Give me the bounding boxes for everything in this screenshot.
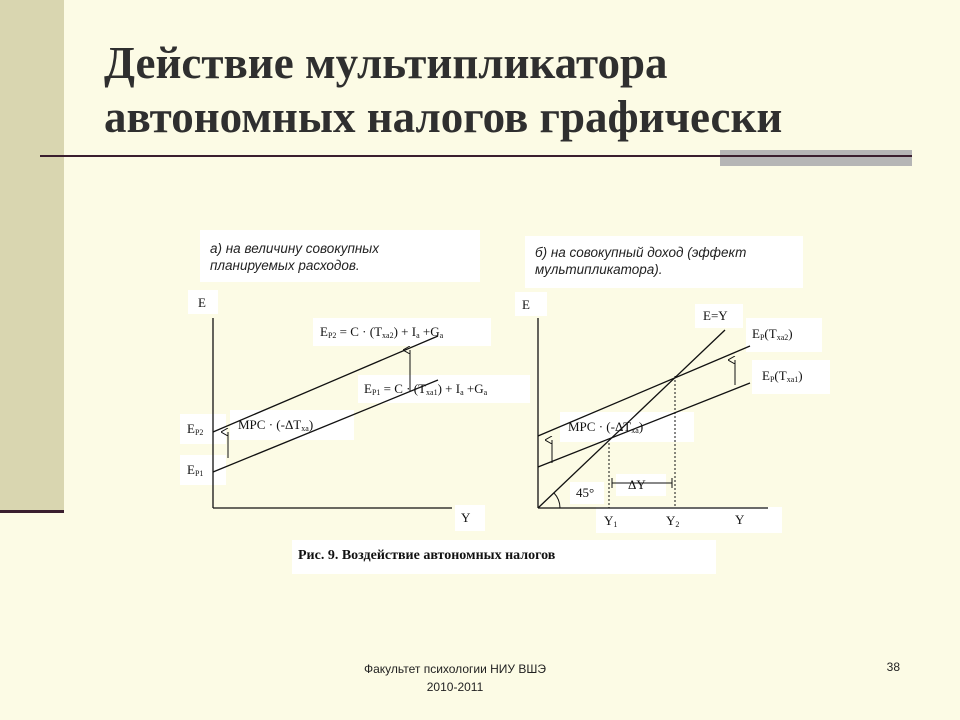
- panel-b-heading: [535, 244, 746, 278]
- page-number: 38: [886, 660, 900, 674]
- angle-label: 45°: [576, 485, 595, 500]
- ep1-label: $E_{P1}$: [187, 462, 204, 478]
- y2-label: $Y_2$: [666, 513, 680, 529]
- panel-b-lower-line-label: $E_P(T_{xa1})$: [762, 368, 803, 384]
- footer-line2: 2010-2011: [426, 680, 484, 694]
- panel-a-lower-line-label: $E_{P1} = C \cdot (T_{xa1}) + I_a +G_a$: [364, 381, 488, 397]
- panel-b-upper-line-label: $E_P(T_{xa2})$: [752, 326, 793, 342]
- panel-b-mpc-label: MPC · $(-\Delta T_{xa})$: [568, 419, 644, 435]
- slide-title-line2: автономных налогов графически: [104, 92, 783, 142]
- panel-b-axis-y-label: E: [522, 297, 530, 312]
- panel-a-heading-line1: а) на величину совокупных: [210, 241, 379, 256]
- figure-caption: Рис. 9. Воздействие автономных налогов: [298, 548, 556, 563]
- y1-label: $Y_1$: [604, 513, 618, 529]
- footer-line1: Факультет психологии НИУ ВШЭ: [364, 662, 546, 676]
- panel-b-axis-x-label: Y: [735, 512, 745, 527]
- panel-a-mpc-label: MPC · $(-\Delta T_{xa})$: [238, 417, 314, 433]
- ep2-label: $E_{P2}$: [187, 421, 204, 437]
- footer: [330, 660, 580, 696]
- panel-b-45-line-label: E=Y: [703, 308, 728, 323]
- slide-title-line1: Действие мультипликатора: [104, 38, 668, 88]
- panel-b-heading-line1: б) на совокупный доход (эффект: [535, 245, 747, 260]
- panel-a-heading-line2: планируемых расходов.: [210, 258, 360, 273]
- angle-arc: [554, 493, 560, 508]
- panel-a-axis-x-label: Y: [461, 510, 471, 525]
- panel-a-axis-y-label: E: [198, 295, 206, 310]
- panel-a-heading: [210, 240, 379, 274]
- panel-b-heading-line2: мультипликатора).: [535, 262, 663, 277]
- delta-y-label: ΔY: [628, 477, 646, 492]
- panel-a-upper-line-label: $E_{P2} = C \cdot (T_{xa2}) + I_a +G_a$: [320, 324, 444, 340]
